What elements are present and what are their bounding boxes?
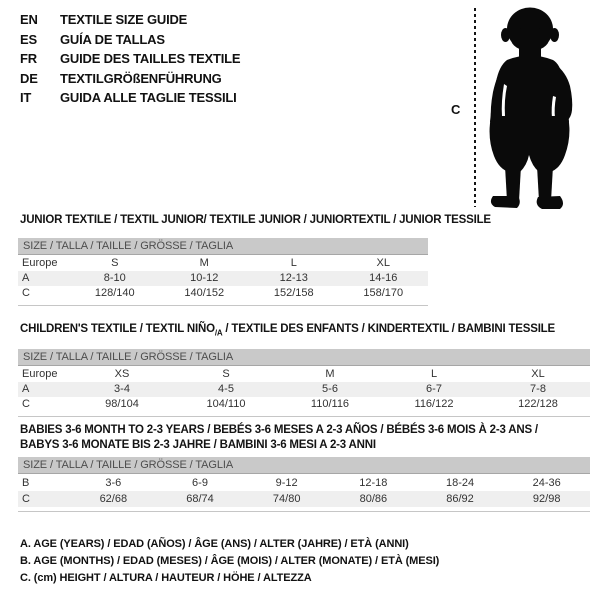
size-cell: 92/98 bbox=[532, 493, 561, 505]
size-cell: 9-12 bbox=[275, 477, 298, 489]
size-cell: 3-4 bbox=[114, 383, 130, 396]
size-cell: 4-5 bbox=[218, 383, 234, 396]
size-cell: 110/116 bbox=[310, 398, 350, 411]
row-label: C bbox=[22, 493, 30, 505]
size-cell: M bbox=[325, 368, 335, 381]
row-label: C bbox=[22, 287, 30, 299]
language-title: GUÍA DE TALLAS bbox=[60, 31, 165, 47]
size-cell: 116/122 bbox=[414, 398, 454, 411]
size-cell: 158/170 bbox=[363, 287, 404, 299]
size-cell: 122/128 bbox=[518, 398, 558, 411]
row-label: B bbox=[22, 477, 30, 489]
footnote-c: C. (cm) HEIGHT / ALTURA / HAUTEUR / HÖHE / ALTEZZA bbox=[20, 572, 312, 584]
row-label: Europe bbox=[22, 368, 58, 381]
size-cell: 6-9 bbox=[192, 477, 208, 489]
language-row bbox=[20, 10, 240, 30]
table-title bbox=[18, 423, 590, 453]
table-row bbox=[18, 491, 590, 507]
size-cell: XL bbox=[531, 368, 545, 381]
language-code: IT bbox=[20, 90, 32, 105]
table-bottom-rule bbox=[18, 511, 590, 512]
size-cell: 86/92 bbox=[446, 493, 474, 505]
language-row bbox=[20, 49, 240, 69]
table-title-line1: BABIES 3-6 MONTH TO 2-3 YEARS / BEBÉS 3-6 MESES A 2-3 AÑOS / BÉBÉS 3-6 MOIS À 2-3 ANS / bbox=[20, 424, 538, 436]
size-cell: M bbox=[199, 257, 209, 269]
table-bottom-rule bbox=[18, 305, 428, 306]
size-header-bar: SIZE / TALLA / TAILLE / GRÖSSE / TAGLIA bbox=[18, 238, 428, 255]
language-code: DE bbox=[20, 70, 38, 86]
table-title: JUNIOR TEXTILE / TEXTIL JUNIOR/ TEXTILE JUNIOR / JUNIORTEXTIL / JUNIOR TESSILE bbox=[20, 214, 491, 226]
size-cell: 62/68 bbox=[99, 493, 128, 505]
row-label: Europe bbox=[22, 257, 58, 269]
size-cell: 3-6 bbox=[105, 477, 122, 489]
language-title: GUIDA ALLE TAGLIE TESSILI bbox=[60, 90, 237, 105]
language-code: EN bbox=[20, 12, 38, 27]
size-cell: 14-16 bbox=[369, 272, 398, 284]
size-cell: 98/104 bbox=[105, 398, 139, 411]
row-label: A bbox=[22, 272, 30, 284]
table-title-text: / TEXTILE DES ENFANTS / KINDERTEXTIL / BAMBINI TESSILE bbox=[222, 323, 555, 335]
size-cell: L bbox=[290, 257, 297, 269]
size-cell: 24-36 bbox=[532, 477, 561, 489]
language-row bbox=[20, 88, 240, 108]
size-cell: 18-24 bbox=[445, 477, 475, 489]
footnote-legend bbox=[20, 536, 439, 587]
size-cell: 8-10 bbox=[103, 272, 126, 284]
table-bottom-rule bbox=[18, 416, 590, 417]
size-cell: 10-12 bbox=[190, 272, 219, 284]
language-code: FR bbox=[20, 51, 37, 66]
size-cell: 140/152 bbox=[184, 287, 225, 299]
size-cell: 12-18 bbox=[359, 477, 388, 489]
childrens-textile-section bbox=[18, 322, 590, 417]
size-header-bar: SIZE / TALLA / TAILLE / GRÖSSE / TAGLIA bbox=[18, 349, 590, 366]
language-title: TEXTILE SIZE GUIDE bbox=[60, 12, 188, 27]
language-code: ES bbox=[20, 31, 37, 47]
size-cell: S bbox=[111, 257, 119, 269]
table-row bbox=[18, 286, 428, 301]
table-title bbox=[18, 322, 590, 340]
size-header-bar: SIZE / TALLA / TAILLE / GRÖSSE / TAGLIA bbox=[18, 457, 590, 474]
size-cell: 74/80 bbox=[272, 493, 301, 505]
table-title-subscript: /A bbox=[214, 328, 223, 338]
babies-textile-section bbox=[18, 423, 590, 512]
size-cell: 7-8 bbox=[530, 383, 546, 396]
table-row bbox=[18, 397, 590, 412]
table-title-line2: BABYS 3-6 MONATE BIS 2-3 JAHRE / BAMBINI 3-6 MESI A 2-3 ANNI bbox=[20, 439, 376, 451]
language-row bbox=[20, 69, 240, 89]
language-row bbox=[20, 30, 240, 50]
size-cell: 6-7 bbox=[426, 383, 442, 396]
table-title-text: CHILDREN'S TEXTILE / TEXTIL NIÑO bbox=[20, 323, 215, 335]
language-title-list bbox=[20, 10, 240, 108]
table-row bbox=[18, 475, 590, 491]
language-title: TEXTILGRÖßENFÜHRUNG bbox=[60, 70, 222, 86]
row-label: A bbox=[22, 383, 30, 396]
height-measure-label: C bbox=[451, 102, 461, 117]
size-cell: XS bbox=[114, 368, 130, 381]
size-cell: 12-13 bbox=[279, 272, 308, 284]
table-row bbox=[18, 382, 590, 397]
table-body bbox=[18, 256, 428, 301]
size-cell: 128/140 bbox=[94, 287, 135, 299]
size-cell: 80/86 bbox=[359, 493, 388, 505]
table-row bbox=[18, 367, 590, 382]
row-label: C bbox=[22, 398, 30, 411]
size-cell: S bbox=[222, 368, 230, 381]
size-cell: 5-6 bbox=[322, 383, 338, 396]
size-cell: XL bbox=[376, 257, 390, 269]
footnote-b: B. AGE (MONTHS) / EDAD (MESES) / ÂGE (MOIS) / ALTER (MONATE) / ETÀ (MESI) bbox=[20, 555, 440, 567]
table-body bbox=[18, 475, 590, 507]
size-cell: 68/74 bbox=[186, 493, 214, 505]
height-measure-dashed-line bbox=[474, 8, 476, 207]
size-cell: 104/110 bbox=[206, 398, 246, 411]
footnote-a: A. AGE (YEARS) / EDAD (AÑOS) / ÂGE (ANS) / ALTER (JAHRE) / ETÀ (ANNI) bbox=[20, 538, 409, 550]
size-cell: L bbox=[430, 368, 438, 381]
table-row bbox=[18, 271, 428, 286]
junior-textile-section bbox=[18, 213, 491, 306]
table-row bbox=[18, 256, 428, 271]
table-body bbox=[18, 367, 590, 412]
size-cell: 152/158 bbox=[273, 287, 314, 299]
language-title: GUIDE DES TAILLES TEXTILE bbox=[60, 51, 241, 66]
toddler-silhouette-icon bbox=[487, 4, 587, 212]
